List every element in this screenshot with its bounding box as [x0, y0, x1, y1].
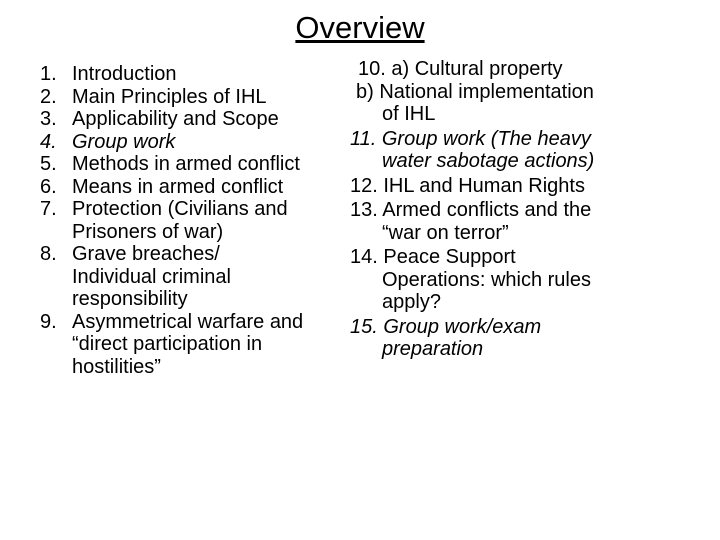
- list-item: [40, 198, 360, 243]
- list-item-continuation: preparation: [382, 338, 484, 360]
- item-number: 8.: [40, 243, 57, 265]
- item-text: Methods in armed conflict: [72, 153, 300, 175]
- item-text: Applicability and Scope: [72, 108, 279, 130]
- item-number: 4.: [40, 130, 57, 153]
- list-item: [40, 86, 360, 109]
- list-item: 13. Armed conflicts and the: [350, 199, 592, 221]
- slide-title: Overview: [295, 10, 425, 45]
- item-number: 9.: [40, 310, 57, 333]
- item-number: 1.: [40, 63, 57, 85]
- list-item: 10. a) Cultural property: [358, 58, 563, 80]
- item-number: 5.: [40, 153, 57, 175]
- item-text: Protection (Civilians and Prisoners of war): [72, 198, 288, 243]
- list-item: [40, 131, 360, 154]
- left-agenda-list: [40, 63, 360, 378]
- item-number: 3.: [40, 108, 57, 130]
- list-item: 15. Group work/exam: [350, 315, 542, 338]
- item-text: Asymmetrical warfare and “direct participation in hostilities”: [72, 310, 304, 378]
- list-item: [40, 63, 360, 86]
- list-item: 14. Peace Support: [350, 246, 516, 268]
- right-agenda-list: [340, 58, 710, 361]
- item-text: Introduction: [72, 63, 177, 85]
- item-text: Means in armed conflict: [72, 175, 284, 198]
- item-text: Grave breaches/ Individual criminal responsibility: [72, 243, 231, 310]
- item-number: 6.: [40, 175, 57, 198]
- item-text: Main Principles of IHL: [72, 85, 267, 108]
- item-number: 7.: [40, 198, 57, 220]
- item-text: Group work: [72, 130, 176, 153]
- list-item: 12. IHL and Human Rights: [350, 174, 585, 197]
- list-item: b) National implementation: [356, 80, 594, 103]
- list-item: [40, 108, 360, 131]
- list-item: [40, 243, 360, 311]
- list-item: [40, 311, 360, 379]
- list-item-continuation: apply?: [382, 291, 441, 313]
- list-item: [40, 176, 360, 199]
- list-item: 11. Group work (The heavy: [350, 127, 591, 150]
- list-item-continuation: “war on terror”: [382, 221, 509, 244]
- list-item: [40, 153, 360, 176]
- list-item-continuation: water sabotage actions): [382, 150, 595, 172]
- list-item-continuation: of IHL: [382, 103, 436, 125]
- list-item-continuation: Operations: which rules: [382, 268, 591, 291]
- item-number: 2.: [40, 85, 57, 108]
